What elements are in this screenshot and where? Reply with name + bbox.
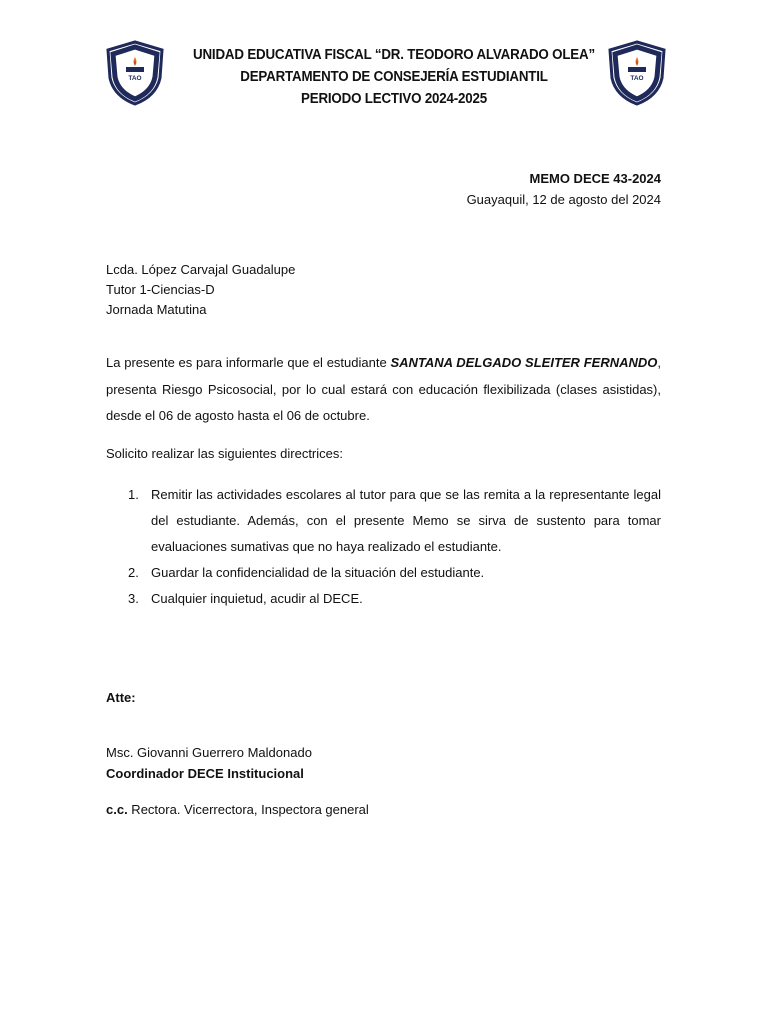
student-name: SANTANA DELGADO SLEITER FERNANDO bbox=[390, 355, 658, 370]
svg-text:TAO: TAO bbox=[630, 75, 644, 82]
memo-date: Guayaquil, 12 de agosto del 2024 bbox=[466, 192, 661, 207]
list-item bbox=[106, 560, 661, 586]
recipient-role: Tutor 1-Ciencias-D bbox=[106, 282, 215, 297]
cc-recipients: Rectora. Vicerrectora, Inspectora general bbox=[127, 802, 369, 817]
cc-label: c.c. bbox=[106, 802, 128, 817]
signature-block bbox=[106, 742, 312, 784]
school-period: PERIODO LECTIVO 2024-2025 bbox=[301, 91, 487, 107]
signer-name: Msc. Giovanni Guerrero Maldonado bbox=[106, 745, 312, 760]
svg-text:TAO: TAO bbox=[128, 75, 142, 82]
list-text: Guardar la confidencialidad de la situación del estudiante. bbox=[151, 565, 485, 580]
directives-list bbox=[106, 482, 661, 612]
body-paragraph bbox=[106, 350, 661, 430]
list-number: 3. bbox=[128, 591, 139, 606]
carbon-copy bbox=[106, 802, 369, 817]
list-number: 2. bbox=[128, 565, 139, 580]
institution-name: UNIDAD EDUCATIVA FISCAL “DR. TEODORO ALVARADO OLEA” bbox=[193, 47, 595, 63]
paragraph-text: La presente es para informarle que el estudiante bbox=[106, 355, 391, 370]
recipient-block bbox=[106, 260, 295, 320]
list-text: Remitir las actividades escolares al tutor para que se las remita a la representante legal del estudiante. Además, con el presente Memo se sirva de sustento para tomar evaluaciones sumativas que no haya realizado el estudiante. bbox=[151, 487, 661, 554]
recipient-shift: Jornada Matutina bbox=[106, 302, 207, 317]
memo-heading bbox=[467, 168, 661, 210]
directives-intro: Solicito realizar las siguientes directrices: bbox=[106, 446, 343, 461]
list-item bbox=[106, 482, 661, 560]
signer-role: Coordinador DECE Institucional bbox=[106, 766, 304, 781]
department-name: DEPARTAMENTO DE CONSEJERÍA ESTUDIANTIL bbox=[240, 69, 548, 85]
list-text: Cualquier inquietud, acudir al DECE. bbox=[151, 591, 363, 606]
closing-salutation: Atte: bbox=[106, 690, 136, 705]
memo-number: MEMO DECE 43-2024 bbox=[529, 171, 661, 186]
letterhead bbox=[160, 44, 628, 110]
list-item bbox=[106, 586, 661, 612]
list-number: 1. bbox=[128, 487, 139, 502]
paragraph-text: , presenta Riesgo Psicosocial, por lo cual estará con educación flexibilizada (clases asistidas), desde el 06 de agosto hasta el 06 de octubre. bbox=[106, 355, 661, 423]
recipient-name: Lcda. López Carvajal Guadalupe bbox=[106, 262, 296, 277]
school-crest-icon bbox=[104, 40, 166, 106]
